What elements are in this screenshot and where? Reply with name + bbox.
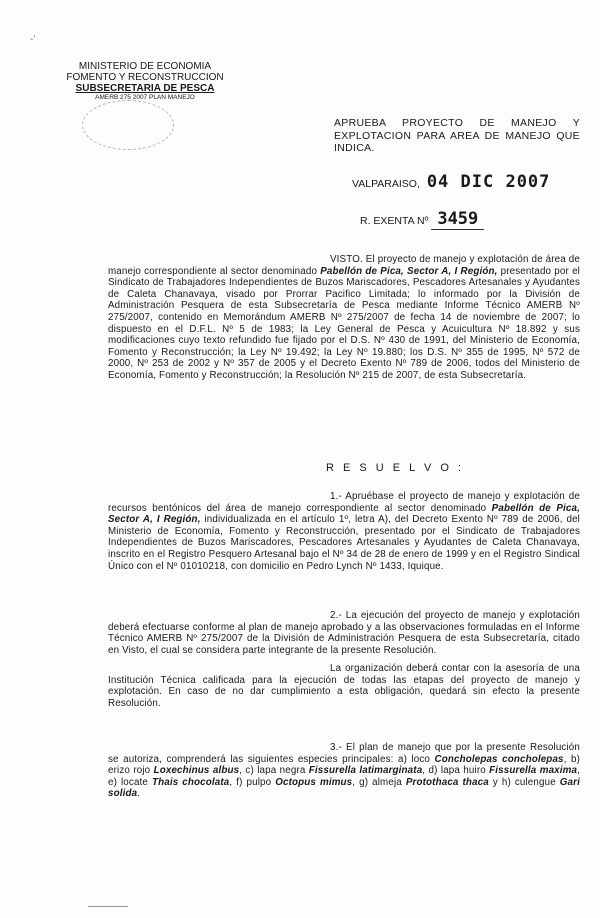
header-line-ministry: MINISTERIO DE ECONOMIA xyxy=(78,61,212,72)
header-line-subsecretaria: SUBSECRETARIA DE PESCA xyxy=(75,83,215,94)
resolution-article-2-paragraph-2 xyxy=(108,663,580,709)
date-line xyxy=(352,172,550,192)
species-lapa-huiro: Fissurella maxima xyxy=(489,765,578,777)
resolution-number-line xyxy=(360,209,484,229)
resolution-number: 3459 xyxy=(431,209,484,230)
article-2b-text: La organización deberá contar con la asesoría de una Institución Técnica calificada para la ejecución de todas las etapas del proyecto de manejo y explotación. En caso de no dar cumplimiento a esta obligación, quedará sin efecto la presente Resolución. xyxy=(108,663,580,709)
article-3-text-6: , f) pulpo xyxy=(229,776,276,788)
species-almeja: Protothaca thaca xyxy=(405,776,489,788)
document-subject: APRUEBA PROYECTO DE MANEJO Y EXPLOTACION PARA AREA DE MANEJO QUE INDICA. xyxy=(334,117,580,154)
species-pulpo: Octopus mimus xyxy=(275,776,353,788)
species-culengue: Gari solida xyxy=(108,776,580,800)
bottom-rule xyxy=(88,906,128,907)
species-locate: Thais chocolata xyxy=(152,776,230,788)
visto-sector-name: Pabellón de Pica, Sector A, I Región, xyxy=(320,265,498,277)
article-3-text-5: , e) locate xyxy=(108,765,580,788)
visto-paragraph xyxy=(108,254,580,382)
resolution-label: R. EXENTA Nº xyxy=(360,215,429,227)
resuelvo-heading: R E S U E L V O : xyxy=(326,462,465,474)
species-loco: Concholepas concholepas xyxy=(434,753,564,765)
resolution-article-2 xyxy=(108,610,580,656)
article-3-text-3: , c) lapa negra xyxy=(239,765,309,777)
header-line-fomento: FOMENTO Y RECONSTRUCCION xyxy=(66,72,224,83)
article-3-text-9: . xyxy=(137,788,141,800)
date-stamp: 04 DIC 2007 xyxy=(426,172,551,192)
species-erizo: Loxechinus albus xyxy=(153,765,240,777)
visto-text-2: presentado por el Sindicato de Trabajadores Independientes de Buzos Mariscadores, Pescadores Artesanales y Ayudantes de Caleta Chanavaya, visado por Prorrar Pacifico Limitada; lo informado por la División de Administración Pesquera de esta Subsecretaría de Pesca mediante Informe Técnico AMERB Nº 275/2007, contenido en Memorándum AMERB Nº 275/2007 de fecha 14 de noviembre de 2007; lo dispuesto en el D.F.L. Nº 5 de 1983; la Ley General de Pesca y Acuicultura Nº 18.892 y sus modificaciones cuyo texto refundido fue fijado por el D.S. Nº 430 de 1991, del Ministerio de Economía, Fomento y Reconstrucción; la Ley Nº 19.492; la Ley Nº 19.880; los D.S. Nº 355 de 1995, Nº 572 de 2000, Nº 253 de 2002 y Nº 357 de 2005 y el Decreto Exento Nº 789 de 2006, todos del Ministerio de Economía, Fomento y Reconstrucción; la Resolución Nº 215 de 2007, de esta Subsecretaría. xyxy=(108,265,580,381)
article-3-text-4: , d) lapa huiro xyxy=(422,765,490,777)
article-3-text-7: , g) almeja xyxy=(352,776,406,788)
ministry-header xyxy=(60,61,230,102)
office-stamp-seal xyxy=(82,100,174,150)
article-1-text-2: individualizada en el artículo 1º, letra A), del Decreto Exento Nº 789 de 2006, del Ministerio de Economía, Fomento y Reconstrucción, presentado por el Sindicato de Trabajadores Independientes de Buzos Mariscadores, Pescadores Artesanales y Ayudantes de Caleta Chanavaya, inscrito en el Registro Pesquero Artesanal bajo el Nº 34 de 28 de enero de 1999 y en el Registro Sindical Único con el Nº 01010218, con domicilio en Pedro Lynch Nº 1433, Iquique. xyxy=(108,514,580,572)
article-3-text-8: y h) culengue xyxy=(488,776,560,788)
resolution-article-3 xyxy=(108,742,580,800)
resolution-article-1 xyxy=(108,491,580,572)
corner-mark: -' xyxy=(30,34,36,45)
article-2-text: 2.- La ejecución del proyecto de manejo y explotación deberá efectuarse conforme al plan de manejo aprobado y a las observaciones formuladas en el Informe Técnico AMERB Nº 275/2007 de la División de Administración Pesquera de esta Subsecretaría, citado en Visto, el cual se considera parte integrante de la presente Resolución. xyxy=(108,610,580,656)
date-label: VALPARAISO, xyxy=(352,178,420,190)
visto-text-1: VISTO. El proyecto de manejo y explotación de área de manejo correspondiente al sector denominado xyxy=(108,254,580,277)
article-3-text-1: 3.- El plan de manejo que por la presente Resolución se autoriza, comprenderá las siguientes especies principales: a) loco xyxy=(108,742,580,765)
article-3-text-2: , b) erizo rojo xyxy=(108,753,580,777)
header-line-reference: AMERB 275 2007 PLAN MANEJO xyxy=(95,94,195,101)
species-lapa-negra: Fissurella latimarginata xyxy=(308,765,423,777)
article-1-text-1: 1.- Apruébase el proyecto de manejo y explotación de recursos bentónicos del área de manejo correspondiente al sector denominado xyxy=(108,491,580,514)
article-1-sector-name: Pabellón de Pica, Sector A, I Región, xyxy=(108,502,580,526)
